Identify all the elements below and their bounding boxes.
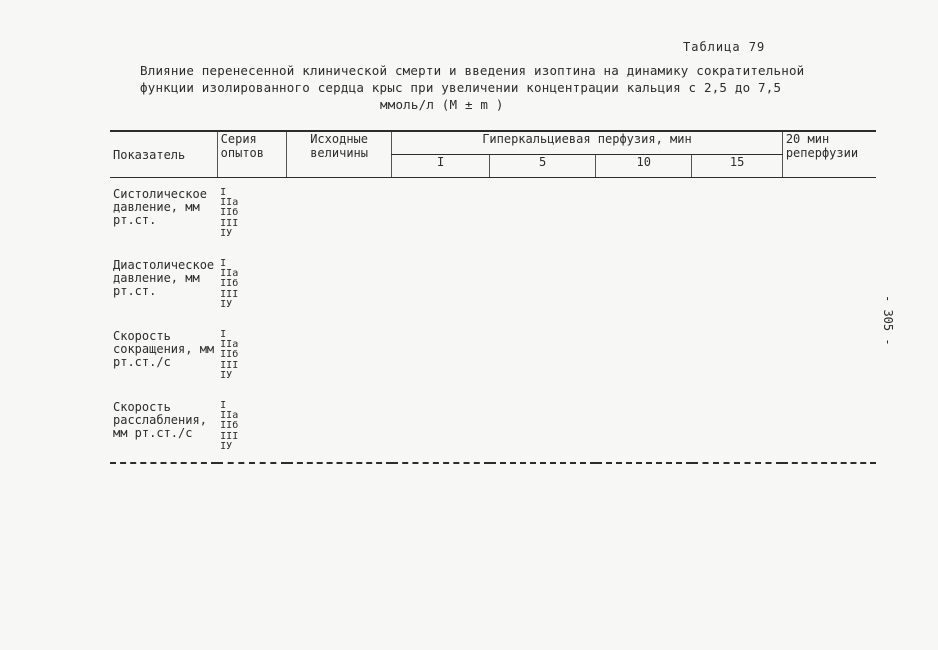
- cell-reperfusion: [782, 249, 876, 320]
- row-series: I IIa IIб III IУ: [220, 400, 239, 452]
- cell-min-1: [392, 249, 490, 320]
- col-header-min-15: 15: [692, 155, 782, 178]
- caption-line-3: ммоль/л (M ± m ): [380, 97, 504, 112]
- table-body: [110, 178, 876, 464]
- col-header-series: Серия опытов: [217, 131, 286, 178]
- col-header-min-5: 5: [490, 155, 596, 178]
- table-row: [110, 391, 876, 463]
- col-header-baseline: Исходные величины: [287, 131, 392, 178]
- table-row: [110, 249, 876, 320]
- cell-baseline: [287, 249, 392, 320]
- cell-min-15: [692, 249, 782, 320]
- cell-min-15: [692, 320, 782, 391]
- cell-min-5: [490, 249, 596, 320]
- cell-min-10: [596, 391, 692, 463]
- table-number: Таблица 79: [683, 40, 766, 54]
- cell-min-1: [392, 178, 490, 250]
- cell-min-10: [596, 320, 692, 391]
- table-row: [110, 320, 876, 391]
- col-header-min-1: I: [392, 155, 490, 178]
- cell-reperfusion: [782, 178, 876, 250]
- cell-min-1: [392, 320, 490, 391]
- cell-reperfusion: [782, 320, 876, 391]
- col-header-reperfusion: 20 мин реперфузии: [782, 131, 876, 178]
- cell-reperfusion: [782, 391, 876, 463]
- col-header-min-10: 10: [596, 155, 692, 178]
- cell-min-5: [490, 178, 596, 250]
- row-indicator: Диастолическое давление, мм рт.ст.: [113, 258, 215, 299]
- cell-min-10: [596, 178, 692, 250]
- row-series: I IIa IIб III IУ: [220, 258, 239, 310]
- cell-min-5: [490, 391, 596, 463]
- cell-baseline: [287, 178, 392, 250]
- cell-baseline: [287, 320, 392, 391]
- cell-min-15: [692, 391, 782, 463]
- col-header-hyperperfusion: Гиперкальциевая перфузия, мин: [392, 131, 783, 155]
- col-header-indicator: Показатель: [110, 131, 217, 178]
- data-table: [110, 130, 876, 464]
- row-indicator: Скорость расслабления, мм рт.ст./с: [113, 400, 207, 441]
- cell-min-10: [596, 249, 692, 320]
- caption-line-1: Влияние перенесенной клинической смерти и введения изоптина на динамику сократительной: [140, 63, 805, 78]
- row-series: I IIa IIб III IУ: [220, 329, 239, 381]
- cell-baseline: [287, 391, 392, 463]
- table-caption: [140, 62, 860, 113]
- cell-min-5: [490, 320, 596, 391]
- row-series: I IIa IIб III IУ: [220, 187, 239, 239]
- page-number: - 305 -: [881, 295, 895, 346]
- table-row: [110, 178, 876, 250]
- row-indicator: Скорость сокращения, мм рт.ст./с: [113, 329, 215, 370]
- row-indicator: Систолическое давление, мм рт.ст.: [113, 187, 207, 227]
- cell-min-15: [692, 178, 782, 250]
- cell-min-1: [392, 391, 490, 463]
- caption-line-2: функции изолированного сердца крыс при увеличении концентрации кальция с 2,5 до 7,5: [140, 80, 782, 95]
